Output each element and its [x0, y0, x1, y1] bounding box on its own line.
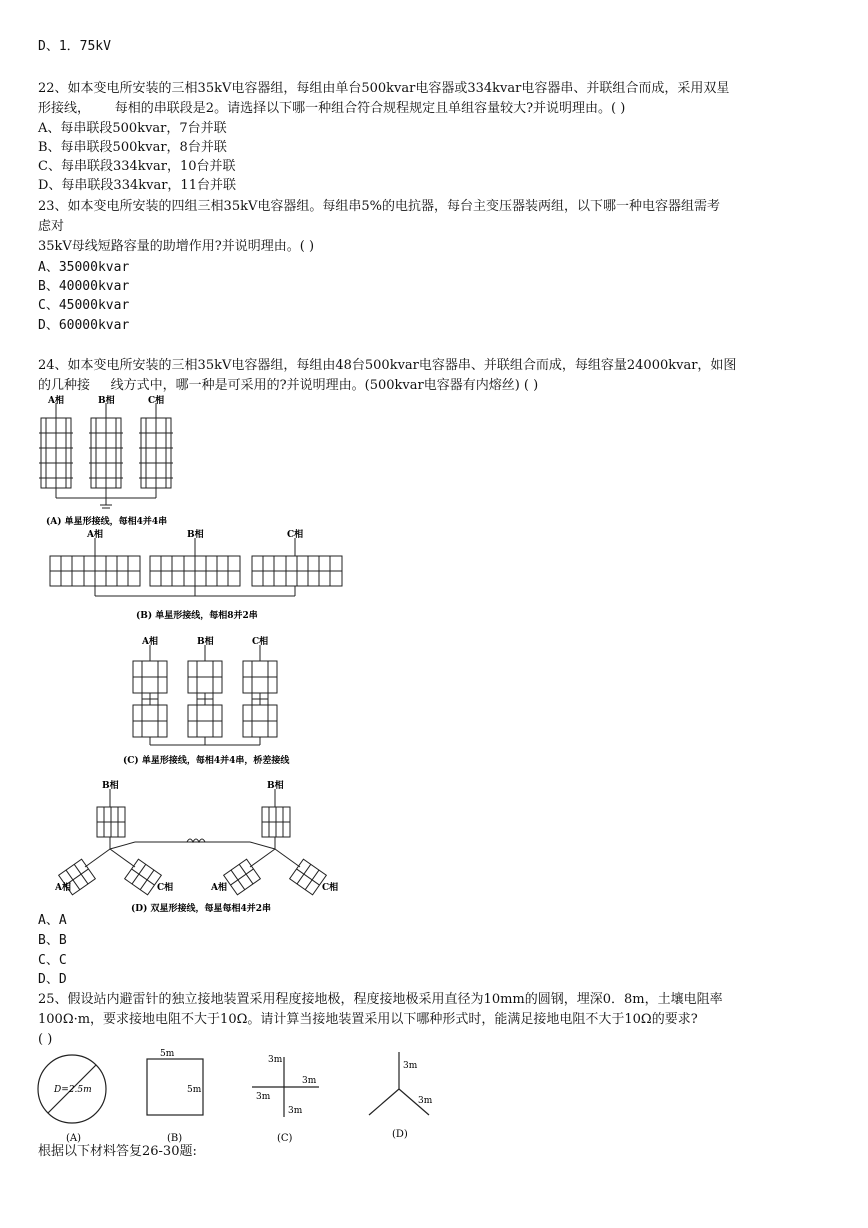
q22-stem-line2: 形接线， 每相的串联段是2。请选择以下哪一种组合符合规程规定且单组容量较大?并说明理由。( ) — [38, 101, 626, 116]
footer-instruction: 根据以下材料答复26-30题: — [38, 1144, 197, 1159]
q24-fig-a-phase-a: A相 — [48, 396, 64, 406]
q24-fig-d-phase-a-left: A相 — [55, 883, 71, 893]
q24-fig-b-caption: (B) 单星形接线，每相8并2串 — [136, 611, 258, 621]
q24-fig-d-phase-b-left: B相 — [102, 781, 119, 791]
q25-fig-a-label: D=2.5m — [54, 1085, 92, 1095]
q25-fig-c-caption: (C) — [277, 1133, 293, 1144]
q24-fig-b-phase-a: A相 — [87, 530, 103, 540]
q24-figure-a — [36, 393, 206, 528]
q23-stem-line1: 23、如本变电所安装的四组三相35kV电容器组。每组串5%的电抗器，每台主变压器装两组，以下哪一种电容器组需考 — [38, 199, 720, 214]
q25-fig-c-top: 3m — [268, 1055, 283, 1065]
q25-fig-b-right: 5m — [187, 1085, 202, 1095]
q25-fig-c-right: 3m — [302, 1076, 317, 1086]
q24-figure-b — [40, 526, 360, 626]
q25-stem-line3: ( ) — [38, 1032, 53, 1047]
q24-option-d: D、D — [38, 972, 67, 987]
q25-fig-a-caption: (A) — [66, 1133, 82, 1144]
q24-stem-line2: 的几种接 线方式中，哪一种是可采用的?并说明理由。(500kvar电容器有内熔丝) ( ) — [38, 378, 539, 393]
q24-fig-b-phase-b: B相 — [187, 530, 204, 540]
q24-fig-d-phase-c-left: C相 — [157, 883, 174, 893]
q24-fig-d-phase-c-right: C相 — [322, 883, 339, 893]
q24-fig-d-caption: (D) 双星形接线，每星每相4并2串 — [131, 904, 271, 914]
q25-stem-line2: 100Ω·m，要求接地电阻不大于10Ω。请计算当接地装置采用以下哪种形式时，能满足接地电阻不大于10Ω的要求? — [38, 1012, 698, 1027]
q23-stem-line2: 虑对 — [38, 219, 65, 234]
q25-figures — [34, 1047, 454, 1147]
q23-option-c: C、45000kvar — [38, 298, 130, 313]
q25-fig-c-left: 3m — [256, 1092, 271, 1102]
q25-fig-d-caption: (D) — [392, 1129, 408, 1140]
q24-option-c: C、C — [38, 953, 67, 968]
q23-stem-line3: 35kV母线短路容量的助增作用?并说明理由。( ) — [38, 239, 315, 254]
q24-fig-d-phase-a-right: A相 — [211, 883, 227, 893]
q22-stem-line1: 22、如本变电所安装的三相35kV电容器组，每组由单台500kvar电容器或334kvar电容器串、并联组合而成，采用双星 — [38, 81, 730, 96]
q24-fig-c-phase-c: C相 — [252, 637, 269, 647]
q21-option-d: D、1．75kV — [38, 39, 111, 54]
q25-fig-b-top: 5m — [160, 1049, 175, 1059]
q25-fig-d-right: 3m — [418, 1096, 433, 1106]
q24-fig-c-phase-b: B相 — [197, 637, 214, 647]
q24-fig-b-phase-c: C相 — [287, 530, 304, 540]
q25-fig-d-top: 3m — [403, 1061, 418, 1071]
q24-figure-c — [118, 633, 318, 768]
q24-fig-d-phase-b-right: B相 — [267, 781, 284, 791]
q25-fig-b-caption: (B) — [167, 1133, 183, 1144]
q24-fig-c-phase-a: A相 — [142, 637, 158, 647]
q25-fig-c-bottom: 3m — [288, 1106, 303, 1116]
q24-fig-a-caption: (A) 单星形接线，每相4并4串 — [46, 517, 168, 527]
q23-option-d: D、60000kvar — [38, 318, 130, 333]
q24-option-a: A、A — [38, 913, 67, 928]
q24-fig-c-caption: (C) 单星形接线，每相4并4串，桥差接线 — [123, 756, 290, 766]
q25-stem-line1: 25、假设站内避雷针的独立接地装置采用程度接地极，程度接地极采用直径为10mm的圆钢，埋深0．8m，土壤电阻率 — [38, 992, 723, 1007]
q22-option-a: A、每串联段500kvar，7台并联 — [38, 121, 227, 136]
q23-option-b: B、40000kvar — [38, 279, 130, 294]
q22-option-c: C、每串联段334kvar，10台并联 — [38, 159, 236, 174]
q24-option-b: B、B — [38, 933, 67, 948]
q23-option-a: A、35000kvar — [38, 260, 130, 275]
q24-stem-line1: 24、如本变电所安装的三相35kV电容器组，每组由48台500kvar电容器串、并联组合而成，每组容量24000kvar，如图 — [38, 358, 737, 373]
q24-figure-d — [55, 777, 365, 917]
q22-option-d: D、每串联段334kvar，11台并联 — [38, 178, 236, 193]
q24-fig-a-phase-b: B相 — [98, 396, 115, 406]
q24-fig-a-phase-c: C相 — [148, 396, 165, 406]
q22-option-b: B、每串联段500kvar，8台并联 — [38, 140, 227, 155]
